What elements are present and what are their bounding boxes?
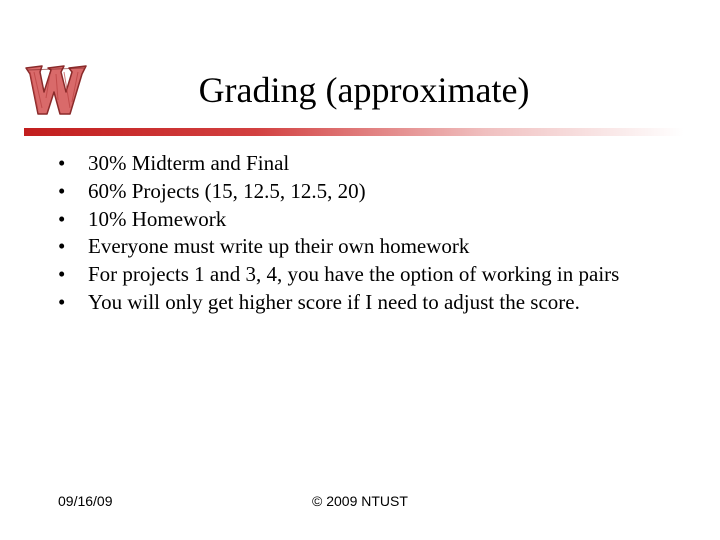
bullet-text: 30% Midterm and Final — [88, 151, 290, 175]
bullet-item — [58, 150, 678, 176]
footer-copyright: © 2009 NTUST — [312, 493, 408, 509]
bullet-item — [58, 289, 678, 315]
bullet-glyph: • — [58, 234, 66, 259]
bullet-item — [58, 261, 678, 287]
slide-title: Grading (approximate) — [198, 70, 530, 110]
university-w-logo — [20, 52, 92, 124]
title-divider — [24, 128, 684, 136]
bullet-text: Everyone must write up their own homework — [88, 234, 470, 259]
bullet-glyph: • — [58, 206, 66, 231]
bullet-text: 10% Homework — [88, 206, 227, 231]
bullet-glyph: • — [58, 151, 66, 175]
bullet-item — [58, 206, 678, 232]
bullet-text: For projects 1 and 3, 4, you have the option of working in pairs — [88, 262, 620, 287]
footer-date: 09/16/09 — [58, 493, 113, 509]
bullet-list — [58, 150, 678, 317]
bullet-glyph: • — [58, 262, 66, 287]
bullet-item — [58, 233, 678, 259]
bullet-item — [58, 178, 678, 204]
motion-w-logo-icon — [20, 52, 92, 124]
bullet-glyph: • — [58, 289, 66, 314]
bullet-text: You will only get higher score if I need to adjust the score. — [88, 289, 580, 314]
bullet-text: 60% Projects (15, 12.5, 12.5, 20) — [88, 178, 366, 203]
bullet-glyph: • — [58, 178, 66, 203]
